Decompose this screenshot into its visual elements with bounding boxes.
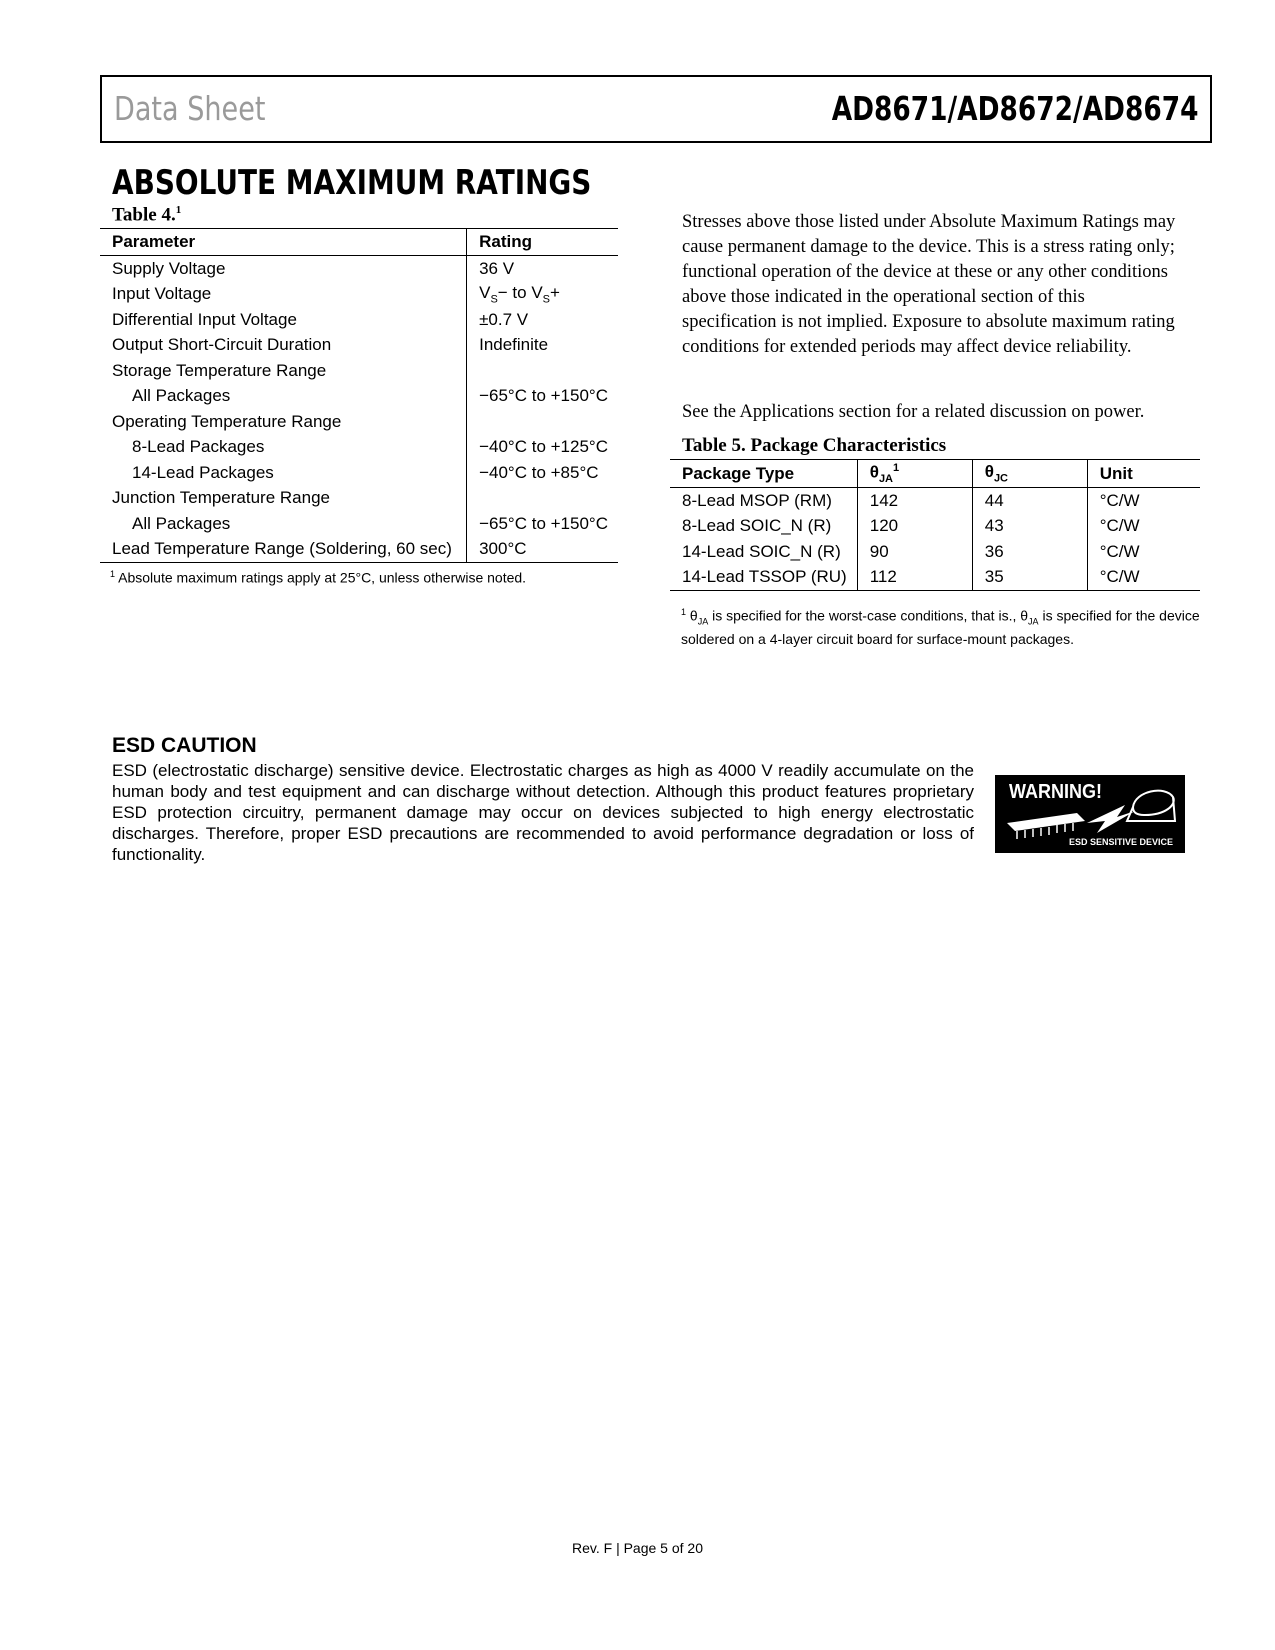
rating-cell: −65°C to +150°C <box>467 384 618 410</box>
rating-cell: −65°C to +150°C <box>467 511 618 537</box>
section-title: ABSOLUTE MAXIMUM RATINGS <box>112 163 592 203</box>
parameter-cell: Operating Temperature Range <box>112 411 342 431</box>
applications-paragraph: See the Applications section for a related discussion on power. <box>682 402 1145 422</box>
table4-header-parameter: Parameter <box>100 229 467 256</box>
jc-cell: 35 <box>972 565 1087 591</box>
package-cell: 14-Lead SOIC_N (R) <box>682 541 841 561</box>
table-row <box>100 409 618 435</box>
table-row <box>100 307 618 333</box>
jc-cell: 44 <box>972 488 1087 514</box>
unit-cell: °C/W <box>1087 565 1200 591</box>
rating-cell: ±0.7 V <box>467 307 618 333</box>
table4-header-rating: Rating <box>467 229 618 256</box>
unit-cell: °C/W <box>1087 514 1200 540</box>
unit-cell: °C/W <box>1087 539 1200 565</box>
table4-caption: Table 4.$^1$ <box>112 204 182 226</box>
parameter-cell: Lead Temperature Range (Soldering, 60 sec) <box>100 537 467 563</box>
parameter-cell: Supply Voltage <box>112 258 226 278</box>
warning-badge-title: WARNING! <box>1009 781 1102 803</box>
table-row <box>670 514 1200 540</box>
header-doc-type: Data Sheet <box>114 89 266 128</box>
package-characteristics-table <box>670 459 1200 591</box>
table5-caption: Table 5. Package Characteristics <box>682 435 947 456</box>
table5-header-theta-jc: $\theta_{JC}$ <box>972 460 1087 488</box>
parameter-cell: Output Short-Circuit Duration <box>112 335 332 355</box>
table-row <box>100 256 618 282</box>
parameter-cell: Input Voltage <box>112 284 212 304</box>
esd-caution-text: ESD (electrostatic discharge) sensitive device. Electrostatic charges as high as 4000 V readily accumulate on the human body and test equipment and can discharge without detection. Although this product features proprietary ESD protection circuitry, permanent damage may occur on devices subjected to high energy electrostatic discharges. Therefore, proper ESD precautions are recommended to avoid performance degradation or loss of functionality. <box>112 761 974 864</box>
table-row <box>100 384 618 410</box>
absolute-max-ratings-table <box>100 228 618 563</box>
table-row <box>100 282 618 308</box>
package-cell: 8-Lead SOIC_N (R) <box>682 516 832 536</box>
parameter-cell: Differential Input Voltage <box>112 309 297 329</box>
rating-cell <box>467 358 618 384</box>
warning-badge-subtitle: ESD SENSITIVE DEVICE <box>1068 837 1173 847</box>
table-row <box>100 460 618 486</box>
parameter-cell: 8-Lead Packages <box>132 437 265 457</box>
header-part-numbers: AD8671/AD8672/AD8674 <box>831 89 1198 128</box>
table-row <box>100 537 618 563</box>
table5-header-theta-ja: $\theta_{JA}^1$ <box>857 460 972 488</box>
page-footer: Rev. F | Page 5 of 20 <box>571 1540 703 1556</box>
parameter-cell: Storage Temperature Range <box>112 360 327 380</box>
jc-cell: 43 <box>972 514 1087 540</box>
rating-cell: $V_S-$ to $V_S+$ <box>467 282 618 308</box>
stress-paragraph: Stresses above those listed under Absolute Maximum Ratings may cause permanent damage to the device. This is a stress rating only; functional operation of the device at these or any other conditions above those indicated in the operational section of this specification is not implied. Exposure to absolute maximum rating conditions for extended periods may affect device reliability. <box>682 212 1176 357</box>
rating-cell: 300°C <box>467 537 618 563</box>
rating-cell: −40°C to +85°C <box>467 460 618 486</box>
ja-cell: 142 <box>857 488 972 514</box>
ja-cell: 120 <box>857 514 972 540</box>
unit-cell: °C/W <box>1087 488 1200 514</box>
parameter-cell: All Packages <box>132 386 231 406</box>
table-row <box>670 539 1200 565</box>
table5-header-package: Package Type <box>670 460 857 488</box>
parameter-cell: All Packages <box>132 513 231 533</box>
esd-caution-title: ESD CAUTION <box>112 734 257 757</box>
esd-warning-badge <box>995 775 1185 853</box>
table-row <box>670 488 1200 514</box>
package-cell: 14-Lead TSSOP (RU) <box>670 565 857 591</box>
rating-cell: Indefinite <box>467 333 618 359</box>
rating-cell <box>467 486 618 512</box>
jc-cell: 36 <box>972 539 1087 565</box>
page-header <box>100 75 1212 143</box>
table5-header-unit: Unit <box>1087 460 1200 488</box>
rating-cell: 36 V <box>467 256 618 282</box>
table-row <box>670 565 1200 591</box>
parameter-cell: Junction Temperature Range <box>112 488 330 508</box>
ja-cell: 112 <box>857 565 972 591</box>
table5-footnote: $^1$ $\theta_{JA}$ is specified for the worst-case conditions, that is., $\theta_{JA}$ is specified for the device soldered on a 4-layer circuit board for surface-mount packages. <box>681 607 1200 648</box>
table-row <box>100 333 618 359</box>
table4-footnote: $^1$ Absolute maximum ratings apply at 25°C, unless otherwise noted. <box>110 569 527 586</box>
table-row <box>100 511 618 537</box>
rating-cell: −40°C to +125°C <box>467 435 618 461</box>
ja-cell: 90 <box>857 539 972 565</box>
package-cell: 8-Lead MSOP (RM) <box>682 490 832 510</box>
table-row <box>100 486 618 512</box>
rating-cell <box>467 409 618 435</box>
parameter-cell: 14-Lead Packages <box>132 462 274 482</box>
table-row <box>100 435 618 461</box>
table-row <box>100 358 618 384</box>
